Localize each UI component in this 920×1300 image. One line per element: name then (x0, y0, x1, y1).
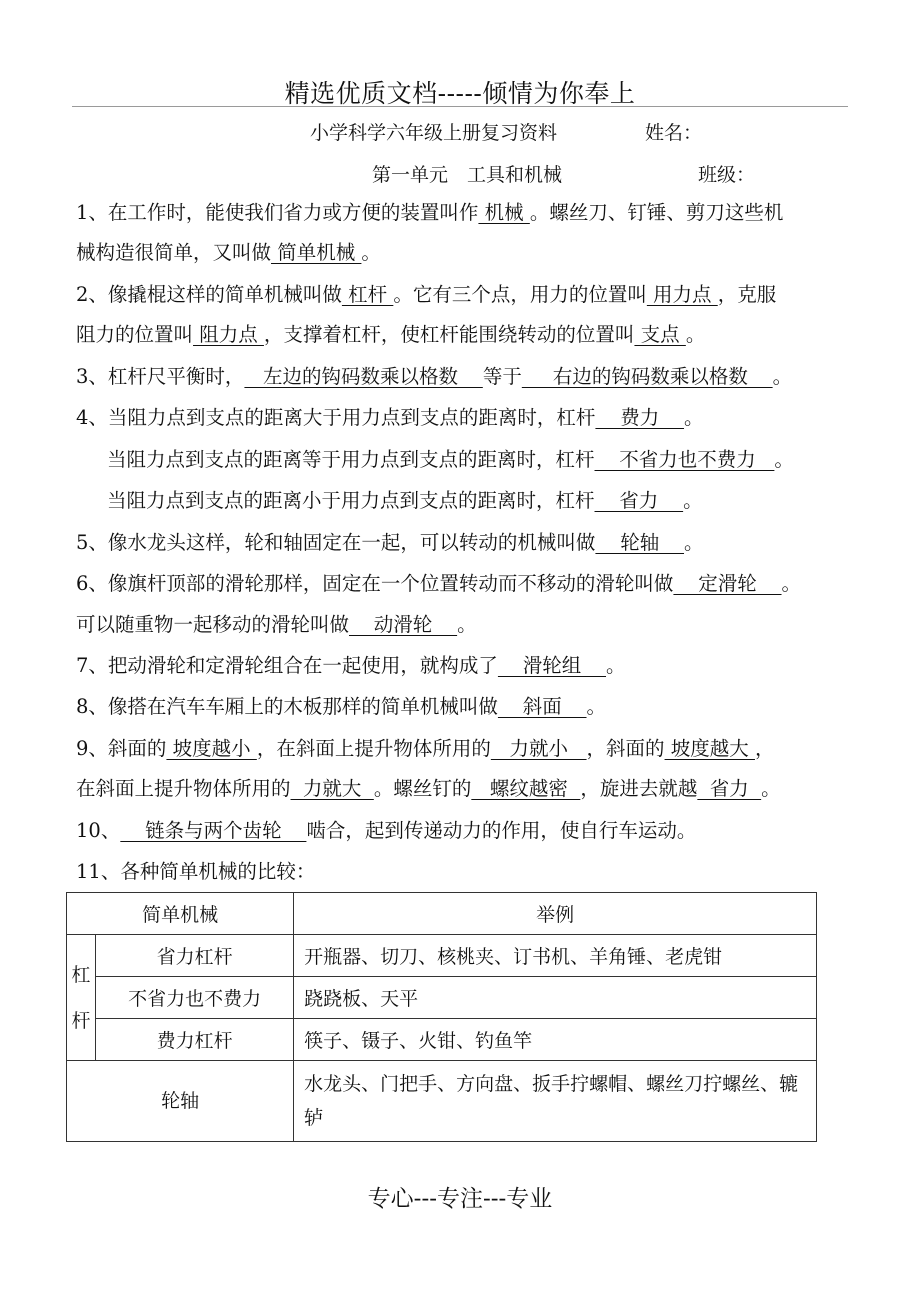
q9-answer-3: 坡度越大 (664, 737, 755, 760)
q7-line: 7、把动滑轮和定滑轮组合在一起使用，就构成了 滑轮组 。 (76, 654, 626, 677)
wheel-axle-example: 水龙头、门把手、方向盘、扳手拧螺帽、螺丝刀拧螺丝、辘轳 (294, 1061, 817, 1142)
table-row (67, 977, 817, 1019)
q1-line1: 1、在工作时，能使我们省力或方便的装置叫作 机械 。螺丝刀、钉锤、剪刀这些机 (76, 201, 784, 224)
q9-answer-5: 螺纹越密 (471, 777, 581, 800)
q2-answer-2: 用力点 (646, 283, 718, 306)
q5-answer: 轮轴 (595, 531, 685, 554)
lever-label: 杠杆 (67, 935, 96, 1061)
q6-line1: 6、像旗杆顶部的滑轮那样，固定在一个位置转动而不移动的滑轮叫做 定滑轮 。 (76, 572, 802, 595)
q3-line: 3、杠杆尺平衡时， 左边的钩码数乘以格数 等于 右边的钩码数乘以格数 。 (76, 365, 793, 388)
lever-type: 不省力也不费力 (96, 977, 294, 1019)
q9-answer-2: 力就小 (490, 737, 587, 760)
q7-answer: 滑轮组 (497, 654, 607, 677)
q2-answer-1: 杠杆 (341, 283, 394, 306)
q5-line: 5、像水龙头这样，轮和轴固定在一起，可以转动的机械叫做 轮轴 。 (76, 531, 704, 554)
lever-type: 省力杠杆 (96, 935, 294, 977)
q1-answer-2: 简单机械 (271, 241, 362, 264)
q11-line: 11、各种简单机械的比较： (76, 860, 316, 883)
q2-line2: 阻力的位置叫 阻力点 ，支撑着杠杆，使杠杆能围绕转动的位置叫 支点 。 (76, 323, 706, 346)
q8-answer: 斜面 (497, 695, 587, 718)
class-field-label: 班级： (698, 164, 756, 186)
page-footer: 专心---专注---专业 (367, 1186, 553, 1212)
q8-line: 8、像搭在汽车车厢上的木板那样的简单机械叫做 斜面 。 (76, 695, 607, 718)
q1-line2: 械构造很简单，又叫做 简单机械 。 (76, 241, 381, 264)
header-example: 举例 (294, 893, 817, 935)
wheel-axle-label: 轮轴 (67, 1061, 294, 1142)
header-machine: 简单机械 (67, 893, 294, 935)
q4-answer-1: 费力 (595, 406, 685, 429)
lever-example: 筷子、镊子、火钳、钓鱼竿 (294, 1019, 817, 1061)
q6-answer-2: 动滑轮 (349, 613, 458, 636)
q1-answer-1: 机械 (478, 201, 530, 224)
q3-answer-1: 左边的钩码数乘以格数 (244, 365, 483, 388)
comparison-table (66, 892, 817, 1142)
lever-example: 跷跷板、天平 (294, 977, 817, 1019)
page-header: 精选优质文档-----倾情为你奉上 (284, 79, 636, 108)
q3-answer-2: 右边的钩码数乘以格数 (521, 365, 773, 388)
q2-answer-4: 支点 (634, 323, 686, 346)
header-rule (72, 106, 848, 107)
q10-line: 10、 链条与两个齿轮 啮合，起到传递动力的作用，使自行车运动。 (76, 819, 697, 842)
q2-line1: 2、像撬棍这样的简单机械叫做 杠杆 。它有三个点，用力的位置叫 用力点 ，克服 (76, 283, 777, 306)
unit-title: 第一单元 工具和机械 (372, 164, 563, 186)
q6-line2: 可以随重物一起移动的滑轮叫做 动滑轮 。 (76, 613, 477, 636)
doc-title: 小学科学六年级上册复习资料 (310, 122, 558, 144)
q9-answer-1: 坡度越小 (166, 737, 257, 760)
q4-line1: 4、当阻力点到支点的距离大于用力点到支点的距离时，杠杆 费力 。 (76, 406, 704, 429)
q4-line2: 当阻力点到支点的距离等于用力点到支点的距离时，杠杆 不省力也不费力 。 (107, 448, 794, 471)
q6-answer-1: 定滑轮 (673, 572, 782, 595)
q9-answer-4: 力就大 (290, 777, 374, 800)
q4-answer-3: 省力 (594, 489, 684, 512)
table-row (67, 1061, 817, 1142)
q2-answer-3: 阻力点 (193, 323, 264, 346)
table-row (67, 935, 817, 977)
table-header-row (67, 893, 817, 935)
name-field-label: 姓名： (645, 122, 703, 144)
q10-answer: 链条与两个齿轮 (120, 819, 307, 842)
lever-example: 开瓶器、切刀、核桃夹、订书机、羊角锤、老虎钳 (294, 935, 817, 977)
q4-line3: 当阻力点到支点的距离小于用力点到支点的距离时，杠杆 省力 。 (107, 489, 703, 512)
table-row (67, 1019, 817, 1061)
q9-line1: 9、斜面的 坡度越小 ，在斜面上提升物体所用的 力就小 ，斜面的 坡度越大 ， (76, 737, 775, 760)
lever-type: 费力杠杆 (96, 1019, 294, 1061)
q9-line2: 在斜面上提升物体所用的 力就大 。螺丝钉的 螺纹越密 ，旋进去就越 省力 。 (76, 777, 781, 800)
q4-answer-2: 不省力也不费力 (594, 448, 775, 471)
q9-answer-6: 省力 (697, 777, 762, 800)
